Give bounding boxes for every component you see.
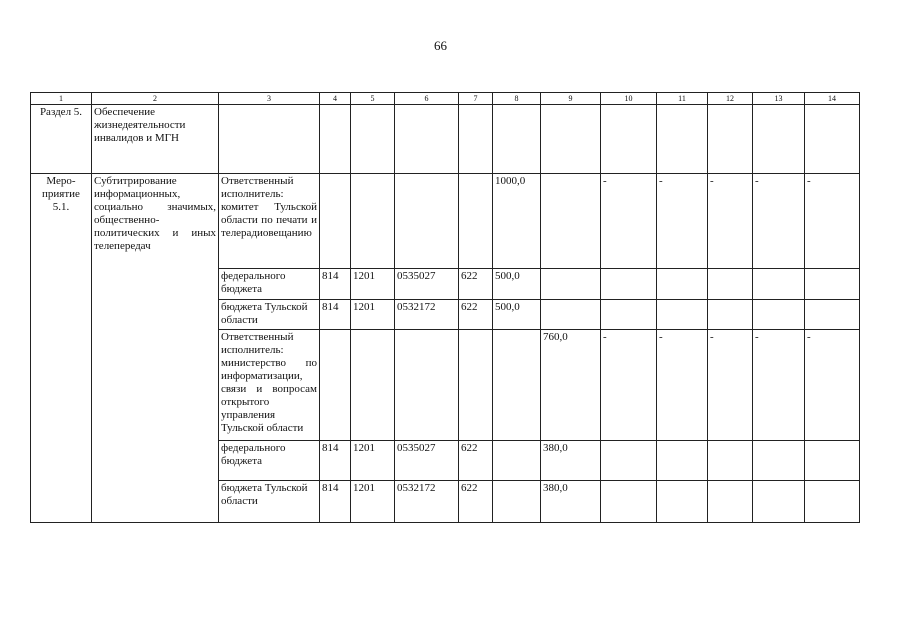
executor1-col8: 1000,0 bbox=[493, 174, 541, 269]
dash-cell: - bbox=[657, 174, 708, 269]
cell-c9: 380,0 bbox=[541, 441, 601, 481]
executor2-col9: 760,0 bbox=[541, 330, 601, 441]
dash-cell: - bbox=[601, 174, 657, 269]
cell-c5: 1201 bbox=[351, 441, 395, 481]
measure-label: Меро- приятие 5.1. bbox=[31, 174, 92, 523]
dash-cell: - bbox=[657, 330, 708, 441]
header-cell: 9 bbox=[541, 93, 601, 105]
cell-c7: 622 bbox=[459, 441, 493, 481]
row-name: бюджета Тульской области bbox=[219, 300, 320, 330]
cell-c5: 1201 bbox=[351, 481, 395, 523]
dash-cell: - bbox=[708, 174, 753, 269]
cell-c5: 1201 bbox=[351, 269, 395, 300]
header-cell: 2 bbox=[92, 93, 219, 105]
dash-cell: - bbox=[805, 174, 860, 269]
header-cell: 3 bbox=[219, 93, 320, 105]
header-cell: 11 bbox=[657, 93, 708, 105]
header-cell: 12 bbox=[708, 93, 753, 105]
cell-c6: 0532172 bbox=[395, 481, 459, 523]
dash-cell: - bbox=[805, 330, 860, 441]
cell-c4: 814 bbox=[320, 300, 351, 330]
header-cell: 6 bbox=[395, 93, 459, 105]
dash-cell: - bbox=[753, 330, 805, 441]
section-label: Раздел 5. bbox=[31, 105, 92, 174]
header-cell: 14 bbox=[805, 93, 860, 105]
header-cell: 13 bbox=[753, 93, 805, 105]
cell-c6: 0532172 bbox=[395, 300, 459, 330]
header-cell: 4 bbox=[320, 93, 351, 105]
cell-c4: 814 bbox=[320, 481, 351, 523]
header-cell: 8 bbox=[493, 93, 541, 105]
header-cell: 1 bbox=[31, 93, 92, 105]
dash-cell: - bbox=[753, 174, 805, 269]
budget-table bbox=[30, 92, 860, 523]
cell-c7: 622 bbox=[459, 269, 493, 300]
dash-cell: - bbox=[708, 330, 753, 441]
cell-c6: 0535027 bbox=[395, 441, 459, 481]
header-row bbox=[31, 93, 860, 105]
cell-c4: 814 bbox=[320, 269, 351, 300]
cell-c4: 814 bbox=[320, 441, 351, 481]
section-row bbox=[31, 105, 860, 174]
cell-c8: 500,0 bbox=[493, 269, 541, 300]
executor2-text: Ответственный исполнитель: министерство по информатизации, связи и вопросам открытого управления Тульской области bbox=[219, 330, 320, 441]
executor1-text: Ответственный исполнитель: комитет Тульской области по печати и телерадиовещанию bbox=[219, 174, 320, 269]
cell-c6: 0535027 bbox=[395, 269, 459, 300]
header-cell: 5 bbox=[351, 93, 395, 105]
measure-title: Субтитрирование информационных, социально значимых, общественно-политических и иных телепередач bbox=[92, 174, 219, 523]
cell-c7: 622 bbox=[459, 300, 493, 330]
row-name: бюджета Тульской области bbox=[219, 481, 320, 523]
cell-c9: 380,0 bbox=[541, 481, 601, 523]
executor1-row bbox=[31, 174, 860, 269]
row-name: федерального бюджета bbox=[219, 441, 320, 481]
cell-c7: 622 bbox=[459, 481, 493, 523]
row-name: федерального бюджета bbox=[219, 269, 320, 300]
cell-c5: 1201 bbox=[351, 300, 395, 330]
header-cell: 7 bbox=[459, 93, 493, 105]
header-cell: 10 bbox=[601, 93, 657, 105]
page-number: 66 bbox=[434, 38, 447, 53]
section-title: Обеспечение жизнедеятельности инвалидов и МГН bbox=[92, 105, 219, 174]
cell-c8: 500,0 bbox=[493, 300, 541, 330]
dash-cell: - bbox=[601, 330, 657, 441]
